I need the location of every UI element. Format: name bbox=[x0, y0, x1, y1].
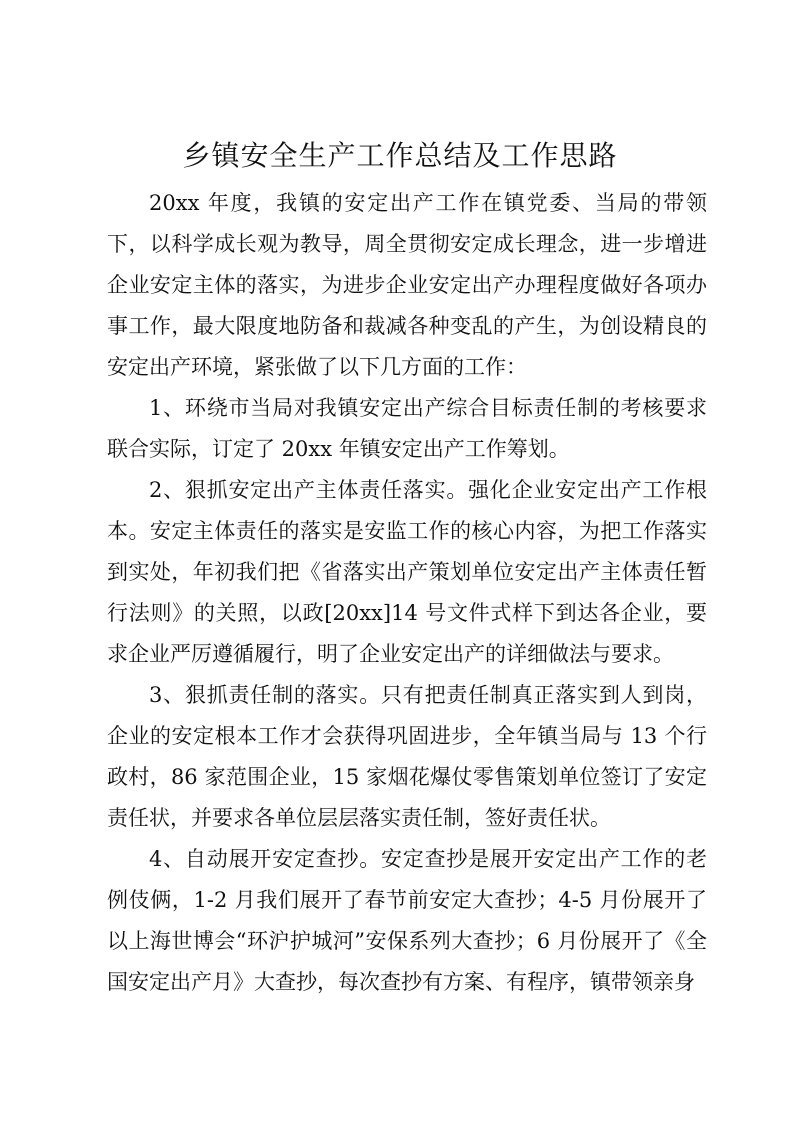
paragraph-item-2: 2、狠抓安定出产主体责任落实。强化企业安定出产工作根本。安定主体责任的落实是安监工作的核心内容，为把工作落实到实处，年初我们把《省落实出产策划单位安定出产主体责任暂行法则》的关照，以政[20xx]14 号文件式样下到达各企业，要求企业严厉遵循履行，明了企业安定出产的详细做法与要求。 bbox=[107, 478, 707, 666]
document-title: 乡镇安全生产工作总结及工作思路 bbox=[182, 139, 618, 172]
document-body bbox=[107, 183, 707, 1003]
paragraph-intro: 20xx 年度，我镇的安定出产工作在镇党委、当局的带领下，以科学成长观为教导，周全贯彻安定成长理念，进一步增进企业安定主体的落实，为进步企业安定出产办理程度做好各项办事工作，最大限度地防备和裁减各种变乱的产生，为创设精良的安定出产环境，紧张做了以下几方面的工作： bbox=[107, 191, 707, 379]
paragraph-item-3: 3、狠抓责任制的落实。只有把责任制真正落实到人到岗，企业的安定根本工作才会获得巩固进步，全年镇当局与 13 个行政村，86 家范围企业，15 家烟花爆仗零售策划单位签订了安定责任状，并要求各单位层层落实责任制，签好责任状。 bbox=[107, 683, 707, 830]
paragraph-item-4: 4、自动展开安定查抄。安定查抄是展开安定出产工作的老例伎俩，1-2 月我们展开了春节前安定大查抄；4-5 月份展开了以上海世博会“环沪护城河”安保系列大查抄；6 月份展开了《全国安定出产月》大查抄，每次查抄有方案、有程序，镇带领亲身 bbox=[107, 847, 707, 994]
paragraph-item-1: 1、环绕市当局对我镇安定出产综合目标责任制的考核要求联合实际，订定了 20xx 年镇安定出产工作筹划。 bbox=[107, 396, 707, 461]
